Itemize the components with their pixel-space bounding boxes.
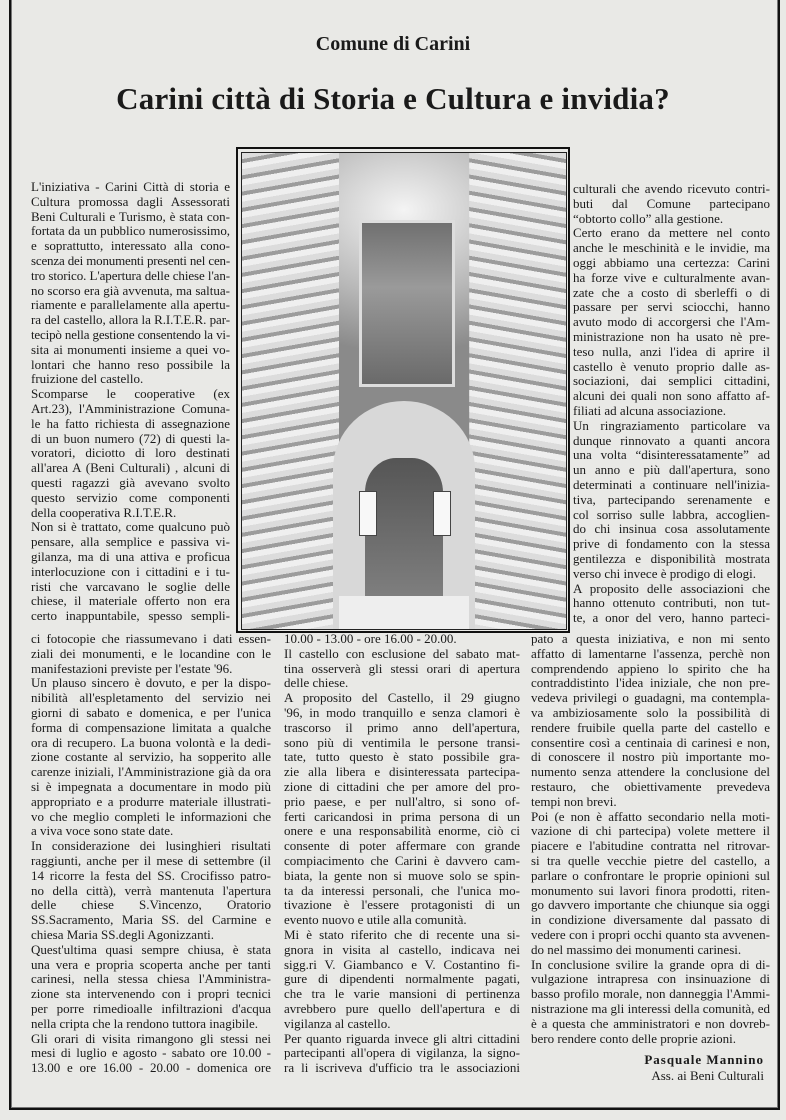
- text-line: voratori, diciotto di loro destinati: [31, 445, 230, 461]
- text-line: interlocuzione con i cittadini e i tu-: [31, 563, 230, 579]
- text-line: zie alla libera e disinteressata partecipa-: [284, 764, 520, 780]
- text-line: tro storico. L'apertura delle chiese l'an-: [31, 267, 230, 283]
- text-line: manifestazioni previste per l'estate '96.: [31, 660, 233, 676]
- paragraph: [31, 520, 230, 624]
- paragraph: [284, 691, 520, 928]
- text-line: castello è venuto proprio dalle as-: [573, 358, 770, 374]
- text-line: zione costante al servizio, ha sopperito alle: [31, 749, 271, 765]
- text-line: ta da interessi personali, che l'unica mo-: [284, 882, 520, 898]
- text-line: ziali dei monumenti, e le locandine con le: [31, 645, 271, 661]
- text-line: vo che meglio completi le informazioni che: [31, 808, 271, 824]
- text-line: go davvero importante che chiunque sia oggi: [531, 897, 770, 913]
- text-line: contraddistinto l'idea iniziale, che non pre-: [531, 675, 770, 691]
- text-line: questi ragazzi già avevano svolto: [31, 474, 230, 490]
- text-line: L'iniziativa - Carini Città di storia e: [31, 179, 230, 194]
- text-line: vazione di chi partecipa) volete mettere il: [531, 823, 770, 839]
- text-line: pensare, alla semplice e passiva vi-: [31, 534, 230, 550]
- column-right-top: [573, 182, 770, 626]
- article-title: Carini città di Storia e Cultura e invidia?: [116, 81, 670, 116]
- text-line: onere e una responsabilità enorme, ciò ci: [284, 823, 520, 839]
- text-line: si tra quelle vecchie pietre del castello, a: [531, 852, 770, 868]
- text-line: in condizione diversamente dal passato di: [531, 912, 770, 928]
- text-line: Certo erano da mettere nel conto: [573, 225, 770, 241]
- text-line: gure di dipendenti normalmente pagati,: [284, 971, 520, 987]
- text-line: vedere con i propri occhi quanto sta avvenen-: [531, 926, 770, 942]
- paragraph: [31, 839, 271, 943]
- text-line: biata, la gente non si muove solo se spin-: [284, 867, 520, 883]
- text-line: si è impegnata a documentare in modo più: [31, 778, 271, 794]
- text-line: comprendendo appieno lo spirito che ha: [531, 660, 770, 676]
- paragraph: [284, 647, 520, 691]
- text-line: zate che a costo di sberleffi o di: [573, 284, 770, 300]
- text-line: le ha fatto richiesta di assegnazione: [31, 415, 230, 431]
- text-line: affatto di lamentarne l'assenza, perchè non: [531, 645, 770, 661]
- text-line: tecipò nella gestione consentendo la vi-: [31, 326, 230, 342]
- signature-block: [531, 1052, 764, 1084]
- column-left-bottom: [31, 632, 271, 1076]
- text-line: In conclusione svilire la grande opra di di-: [531, 956, 770, 972]
- window-left: [359, 491, 377, 536]
- column-left-top: [31, 180, 230, 624]
- text-line: sono più di ventimila le persone transi-: [284, 734, 520, 750]
- text-line: vedeva privilegi o guadagni, ma contempla-: [531, 690, 770, 706]
- text-line: trascorso il primo anno dell'apertura,: [284, 719, 520, 735]
- text-line: vulgazione intrapresa con insinuazione di: [531, 971, 770, 987]
- text-line: Un plauso sincero è dovuto, e per la dispo-: [31, 675, 271, 691]
- text-line: A proposito del Castello, il 29 giugno: [284, 690, 520, 706]
- text-line: Cultura promossa dagli Assessorati: [31, 193, 230, 209]
- text-line: chiesa Maria SS.degli Agonizzanti.: [31, 926, 215, 942]
- text-line: certo inappuntabile, spesso sempli-: [31, 608, 230, 624]
- paragraph: [284, 928, 520, 1032]
- text-line: prive di fondamento con la stessa: [573, 536, 770, 552]
- text-line: per porre rimedioalle infiltrazioni d'acqua: [31, 1000, 271, 1016]
- text-line: forma di compensazione limitata a qualche: [31, 719, 271, 735]
- text-line: te, a onor del vero, hanno parteci-: [573, 610, 770, 626]
- paragraph: [531, 810, 770, 958]
- text-line: avrebbero pure quello dell'apertura e di: [284, 1000, 520, 1016]
- text-line: fortata da un pubblico numerosissimo,: [31, 223, 230, 239]
- text-line: no della città), verrà mantenuta l'apertura: [31, 882, 271, 898]
- text-line: buti dal Comune partecipano: [573, 195, 770, 211]
- paragraph: [573, 582, 770, 626]
- altar: [339, 596, 469, 629]
- text-line: teso nulla, anzi l'idea di aprire il: [573, 343, 770, 359]
- paragraph: [31, 632, 271, 676]
- text-line: vigilanza al castello.: [284, 1015, 391, 1031]
- text-line: mesi di luglio e agosto - sabato ore 10.00 -: [31, 1045, 271, 1061]
- text-line: una vera e propria scoperta anche per tanti: [31, 956, 271, 972]
- text-line: oggi abbiamo una certezza: Carini: [573, 254, 770, 270]
- text-line: di un buon numero (72) di questi la-: [31, 430, 230, 446]
- text-line: gentilezza e disponibilità mostrata: [573, 550, 770, 566]
- text-line: filiati ad alcuna associazione.: [573, 402, 727, 418]
- text-line: nella cripta che la rendono tuttora inagibile.: [31, 1015, 259, 1031]
- text-line: a viva voce sono state date.: [31, 823, 174, 839]
- text-line: col sorriso sulle labbra, accoglien-: [573, 506, 770, 522]
- paragraph: [31, 1032, 271, 1076]
- text-line: risti che varcavano le soglie delle: [31, 578, 230, 594]
- church-interior-image: [241, 152, 567, 630]
- author-role: Ass. ai Beni Culturali: [651, 1068, 764, 1083]
- text-line: 13.00 e ore 16.00 - 20.00 - domenica ore: [31, 1060, 271, 1076]
- text-line: Non si è trattato, come qualcuno può: [31, 519, 230, 535]
- text-line: tina osserverà gli stessi orari di apertura: [284, 660, 520, 676]
- text-line: nibilità all'espletamento del servizio nei: [31, 690, 271, 706]
- text-line: Poi (e non è affatto secondario nella moti-: [531, 808, 770, 824]
- paragraph: [31, 943, 271, 1032]
- text-line: Scomparse le cooperative (ex: [31, 386, 230, 402]
- text-line: partecipanti all'opera di vigilanza, la signo-: [284, 1045, 520, 1061]
- text-line: Art.23), l'Amministrazione Comuna-: [31, 400, 230, 416]
- section-kicker: Comune di Carini: [315, 33, 471, 55]
- text-line: rendere fruibile quella parte del castello e: [531, 719, 770, 735]
- text-line: ra del castello, allora la R.I.T.E.R. par-: [31, 312, 230, 328]
- text-line: ha forze vive e culturalmente avan-: [573, 269, 770, 285]
- text-line: gilanza, ma di una attiva e proficua: [31, 548, 230, 564]
- text-line: 10.00 - 13.00 - ore 16.00 - 20.00.: [284, 631, 457, 646]
- text-line: tempi non brevi.: [531, 793, 617, 809]
- paragraph: [31, 676, 271, 839]
- text-line: ministrazione non ha usato nè pre-: [573, 328, 770, 344]
- text-line: In considerazione dei lusinghieri risultati: [31, 838, 271, 854]
- text-line: riamente e parallelamente alla apertu-: [31, 297, 230, 313]
- stucco-wall-left: [242, 153, 339, 629]
- text-line: passare per servi sciocchi, hanno: [573, 299, 770, 315]
- text-line: alcuni dei quali non sono affatto af-: [573, 388, 770, 404]
- text-line: sita ai monumenti insieme a quei vo-: [31, 341, 230, 357]
- text-line: Per quanto riguarda invece gli altri cittadini: [284, 1030, 520, 1046]
- text-line: evento nuovo e utile alla comunità.: [284, 912, 467, 928]
- text-line: Beni Culturali e Turismo, è stata con-: [31, 208, 230, 224]
- text-line: delle chiese S.Vincenzo, Oratorio: [31, 897, 271, 913]
- text-line: carenze iniziali, l'Amministrazione già da ora: [31, 764, 271, 780]
- text-line: monumento sui lavori finora prodotti, riten-: [531, 882, 770, 898]
- text-line: avuto modo di accorgersi che l'Am-: [573, 314, 770, 330]
- text-line: A proposito delle associazioni che: [573, 580, 770, 596]
- paragraph: [284, 1032, 520, 1076]
- text-line: una volta “disinteressatamente” ad: [573, 447, 770, 463]
- text-line: SS.Sacramento, Maria SS. del Carmine e: [31, 912, 271, 928]
- text-line: tivazione è l'essere protagonisti di un: [284, 897, 520, 913]
- paragraph: [31, 180, 230, 387]
- text-line: ra li iscriveva d'ufficio tra le associazioni: [284, 1060, 520, 1076]
- window-right: [433, 491, 451, 536]
- article-photo: [236, 147, 570, 633]
- text-line: delle chiese.: [284, 675, 349, 691]
- text-line: gnora in visita al castello, indicava nei: [284, 941, 520, 957]
- text-line: no scorso era già avvenuta, ma saltua-: [31, 282, 230, 298]
- text-line: pato a questa iniziativa, e non mi sento: [531, 631, 770, 646]
- text-line: Il castello con esclusione del sabato mat-: [284, 645, 520, 661]
- text-line: piacere e l'abitudine contratta nel ritrovar-: [531, 838, 770, 854]
- text-line: che tra le varie mansioni di pertinenza: [284, 986, 520, 1002]
- text-line: un anno e più dall'apertura, sono: [573, 462, 770, 478]
- paragraph: [31, 387, 230, 520]
- text-line: tiva, partecipando serenamente e: [573, 491, 770, 507]
- text-line: Mi è stato riferito che di recente una si-: [284, 926, 520, 942]
- text-line: di conoscere il nostro più importante mo-: [531, 749, 770, 765]
- text-line: '96, in modo tranquillo e senza clamori è: [284, 704, 520, 720]
- text-line: nistrazione ma gli interessi della comunità, ed: [531, 1000, 770, 1016]
- paragraph: [531, 958, 770, 1047]
- column-middle: [284, 632, 520, 1076]
- text-line: raggiunti, anche per il mese di settembre (il: [31, 852, 271, 868]
- text-line: zione sta intervenendo con i propri tecnici: [31, 986, 271, 1002]
- text-line: anche le meschinità e le invidie, ma: [573, 240, 770, 256]
- text-line: fruizione del castello.: [31, 371, 144, 387]
- text-line: ci fotocopie che riassumevano i dati essen-: [31, 631, 271, 646]
- text-line: parlare o confrontare le proprie opinioni sul: [531, 867, 770, 883]
- text-line: determinati a continuare nell'inizia-: [573, 476, 770, 492]
- text-line: ora di recupero. La buona volontà e la dedi-: [31, 734, 271, 750]
- paragraph: [573, 226, 770, 418]
- text-line: hanno ottenuto contributi, non tut-: [573, 595, 770, 611]
- paragraph: [531, 632, 770, 810]
- text-line: tate, tutto questo è stato possibile gra-: [284, 749, 520, 765]
- text-line: Gli orari di visita rimangono gli stessi nei: [31, 1030, 271, 1046]
- text-line: consentire così a centinaia di carinesi e non,: [531, 734, 770, 750]
- text-line: restauro, che obiettivamente prevedeva: [531, 778, 770, 794]
- text-line: do nel massimo dei monumenti carinesi.: [531, 941, 742, 957]
- text-line: ferti caricandosi in prima persona di un: [284, 808, 520, 824]
- text-line: prio paese, e per null'altro, si sono of-: [284, 793, 520, 809]
- text-line: carinesi, nella stessa chiesa l'Amministra-: [31, 971, 271, 987]
- text-line: Quest'ultima quasi sempre chiusa, è stata: [31, 941, 271, 957]
- text-line: questo servizio come componenti: [31, 489, 230, 505]
- text-line: numento senza attendere la conclusione del: [531, 764, 770, 780]
- text-line: chiese, il materiale offerto non era: [31, 593, 230, 609]
- text-line: della cooperativa R.I.T.E.R.: [31, 504, 177, 520]
- text-line: all'area A (Beni Culturali) , alcuni di: [31, 460, 230, 476]
- author-name: Pasquale Mannino: [644, 1052, 764, 1067]
- text-line: culturali che avendo ricevuto contri-: [573, 181, 770, 196]
- paragraph: [573, 182, 770, 226]
- text-line: bero rendere conto delle proprie azioni.: [531, 1030, 737, 1046]
- text-line: 14 ricorre la festa del SS. Crocifisso patro-: [31, 867, 271, 883]
- text-line: lontari che hanno reso possibile la: [31, 356, 230, 372]
- text-line: sociazioni, dai semplici cittadini,: [573, 373, 770, 389]
- text-line: zione di cittadini che per amore del pro-: [284, 778, 520, 794]
- frescoed-vault: [359, 220, 456, 388]
- text-line: compiacimento che Carini è davvero cam-: [284, 852, 520, 868]
- paragraph: [573, 419, 770, 582]
- text-line: scenza dei monumenti presenti nel cen-: [31, 252, 230, 268]
- text-line: basso profilo morale, non danneggia l'Ammi-: [531, 986, 770, 1002]
- text-line: e soprattutto, interessato alla cono-: [31, 238, 230, 254]
- text-line: va ambiziosamente solo la possibilità di: [531, 704, 770, 720]
- stucco-wall-right: [469, 153, 566, 629]
- column-right-bottom: [531, 632, 770, 1046]
- text-line: giorni di sabato e domenica, e per l'unica: [31, 704, 271, 720]
- text-line: Un ringraziamento particolare va: [573, 417, 770, 433]
- text-line: “obtorto collo” alla gestione.: [573, 210, 724, 226]
- text-line: sigg.ri V. Giambanco e V. Costantino fi-: [284, 956, 520, 972]
- text-line: do chi insinua cosa assolutamente: [573, 521, 770, 537]
- text-line: verso chi invece è prodigo di elogi.: [573, 565, 757, 581]
- text-line: dunque rinnovato a quanti ancora: [573, 432, 770, 448]
- text-line: appropriato e a produrre materiale illustrati-: [31, 793, 271, 809]
- text-line: consente di poter affermare con grande: [284, 838, 520, 854]
- paragraph: [284, 632, 520, 647]
- text-line: è a questa che amministratori e non dovreb-: [531, 1015, 770, 1031]
